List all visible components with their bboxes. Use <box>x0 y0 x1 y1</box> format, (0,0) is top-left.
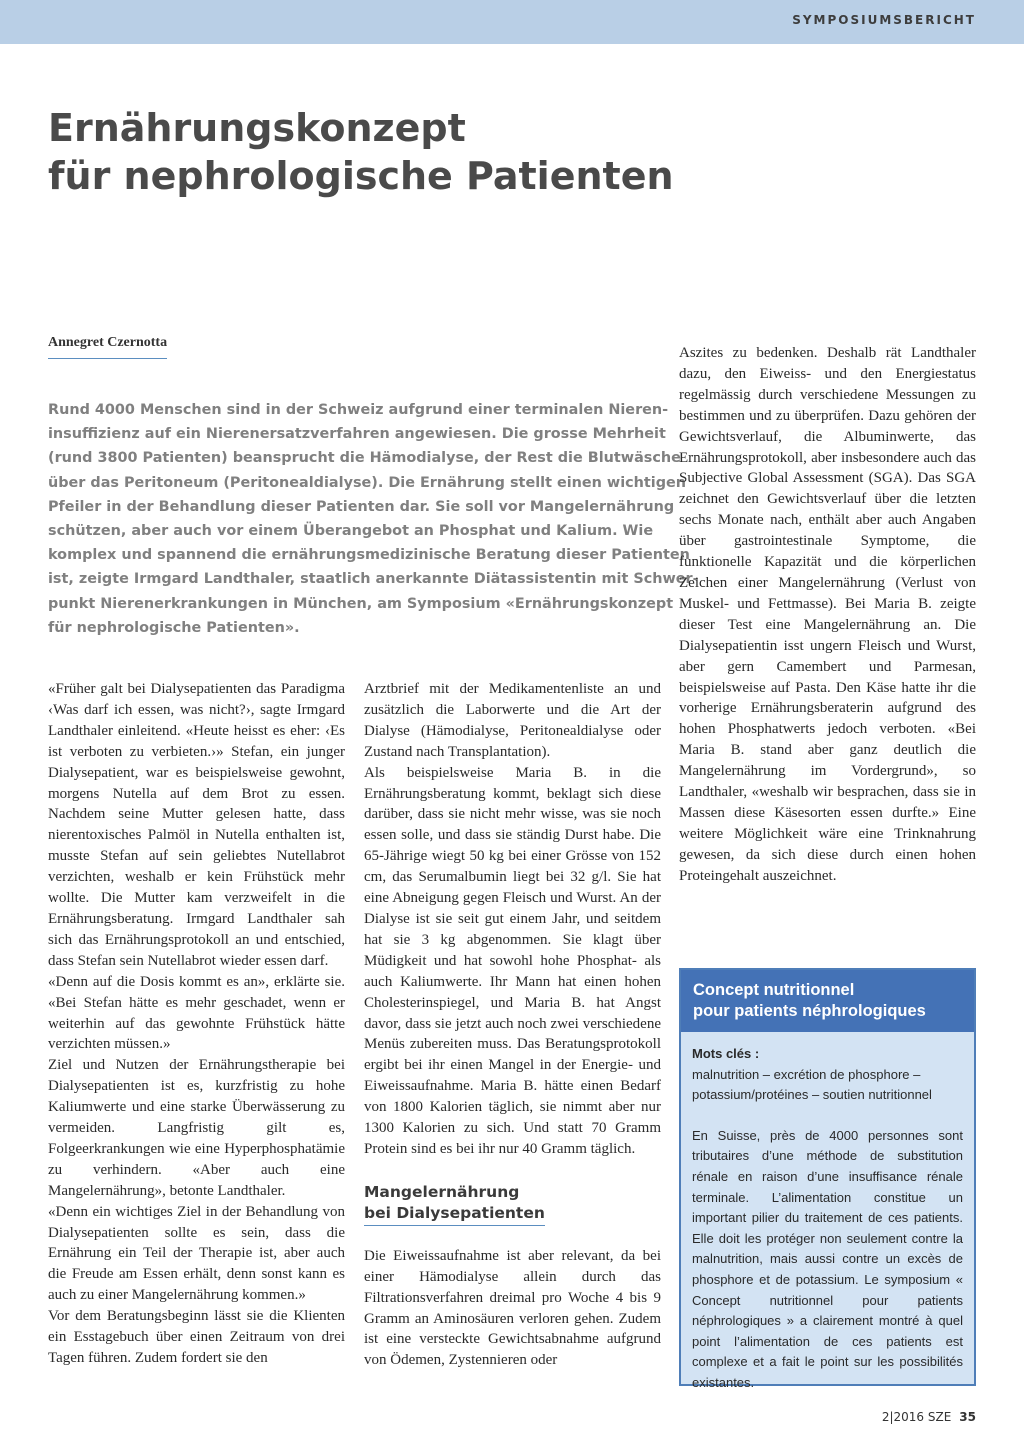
subheading-line-2: bei Dialysepatienten <box>364 1203 545 1222</box>
article-title <box>48 104 948 200</box>
lead-line: für nephrologische Patienten». <box>48 619 300 636</box>
lead-line: insuffizienz auf ein Nierenersatzverfahren angewiesen. Die grosse Mehrheit <box>48 426 666 443</box>
title-line-2: für nephrologische Patienten <box>48 154 674 198</box>
lead-line: Rund 4000 Menschen sind in der Schweiz aufgrund einer terminalen Nieren- <box>48 402 669 418</box>
section-subheading <box>364 1182 545 1226</box>
body-paragraph: «Denn auf die Dosis kommt es an», erklärte sie. «Bei Stefan hätte es mehr geschadet, wenn er weiterhin auf das gewohnte Frühstück hätte verzichten müssen.» <box>48 973 345 1053</box>
body-column-2 <box>364 679 661 1371</box>
lead-line: ist, zeigte Irmgard Landthaler, staatlich anerkannte Diätassistentin mit Schwer- <box>48 571 699 588</box>
summary-box-title <box>681 970 974 1032</box>
keywords-text: malnutrition – excrétion de phosphore – potassium/protéines – soutien nutritionnel <box>692 1066 932 1103</box>
lead-line: schützen, aber auch vor einem Überangebot an Phosphat und Kalium. Wie <box>48 523 654 540</box>
title-line-1: Ernährungskonzept <box>48 106 466 150</box>
body-paragraph: «Früher galt bei Dialysepatienten das Paradigma ‹Was darf ich essen, was nicht?›, sagte Irmgard Landthaler einleitend. «Heute heisst es eher: ‹Es ist verboten zu verbieten.›» Stefan, ein junger Dialysepatient, war es beispielsweise gewohnt, morgens Nutella auf dem Brot zu essen. Nachdem seine Mutter gelesen hatte, dass nierentoxisches Palmöl in Nutella enthalten ist, musste Stefan auf sein geliebtes Nutellabrot verzichten, weshalb er kein Frühstück mehr wollte. Die Mutter kam verzweifelt in die Ernährungsberatung. Irmgard Landthaler sah sich das Ernährungsprotokoll an und entschied, dass Stefan sein Nutellabrot wieder essen darf. <box>48 681 345 969</box>
page-number: 35 <box>959 1410 976 1424</box>
summary-title-line-1: Concept nutritionnel <box>693 981 855 999</box>
body-paragraph: Als beispielsweise Maria B. in die Ernährungsberatung kommt, beklagt sich diese darüber, dass sie nicht mehr wisse, was sie noch essen solle, und dass sie ständig Durst habe. Die 65-Jährige wiegt 50 kg bei einer Grösse von 152 cm, das Serumalbumin liegt bei 32 g/l. Sie hat eine Abneigung gegen Fleisch und Wurst. An der Dialyse ist sie seit gut einem Jahr, und seitdem hat sie 3 kg abgenommen. Sie klagt über Müdigkeit und hat sowohl hohe Phosphat- als auch Kaliumwerte. Ihr Mann hat einen hohen Cholesterinspiegel, und Maria B. hat Angst davor, dass sie jetzt auch noch zwei verschiedene Menüs zubereiten muss. Das Beratungsprotokoll ergibt bei ihr einen Mangel in der Energie- und Eiweissaufnahme. Maria B. hätte einen Bedarf von 1800 Kalorien täglich, sie nimmt aber nur 1300 Kalorien zu sich. Und statt 70 Gramm Protein sind es bei ihr nur 40 Gramm täglich. <box>364 764 661 1157</box>
lead-line: (rund 3800 Patienten) beansprucht die Hämodialyse, der Rest die Blutwäsche <box>48 450 681 467</box>
author-name: Annegret Czernotta <box>48 335 167 359</box>
lead-line: Pfeiler in der Behandlung dieser Patienten dar. Sie soll vor Mangelernährung <box>48 498 675 515</box>
lead-paragraph <box>48 398 699 640</box>
body-column-3 <box>679 343 976 887</box>
page-footer <box>882 1410 976 1424</box>
summary-text: En Suisse, près de 4000 personnes sont tributaires d’une méthode de substitution rénale en raison d’une insuffisance rénale terminale. L’alimentation constitue un important pilier du traitement de ces patients. Elle doit les protéger non seulement contre la malnutrition, mais aussi contre un excès de phosphore et de potassium. Le symposium « Concept nutritionnel pour patients néphrologiques » a clairement montré à quel point l’alimentation de ces patients est complexe et a fait le point sur les possibilités existantes. <box>692 1127 963 1390</box>
body-paragraph: «Denn ein wichtiges Ziel in der Behandlung von Dialysepatienten sollte es sein, dass die Ernährung ein Teil der Therapie ist, aber auch die Freude am Essen erhält, denn sonst kann es auch zu einer Mangelernährung kommen.» <box>48 1203 345 1304</box>
body-paragraph: Arztbrief mit der Medikamentenliste an und zusätzlich die Laborwerte und die Art der Dialyse (Hämodialyse, Peritonealdialyse oder Zustand nach Transplantation). <box>364 681 661 760</box>
lead-line: über das Peritoneum (Peritonealdialyse). Die Ernährung stellt einen wichtigen <box>48 474 687 491</box>
body-paragraph: Vor dem Beratungsbeginn lässt sie die Klienten ein Esstagebuch über einen Zeitraum von drei Tagen führen. Zudem fordert sie den <box>48 1308 345 1366</box>
lead-line: komplex und spannend die ernährungsmedizinische Beratung dieser Patienten <box>48 547 690 564</box>
summary-title-line-2: pour patients néphrologiques <box>693 1002 926 1020</box>
french-summary-box <box>679 968 976 1390</box>
summary-box-body <box>681 1032 974 1394</box>
section-label: SYMPOSIUMSBERICHT <box>792 13 976 27</box>
body-paragraph: Aszites zu bedenken. Deshalb rät Landthaler dazu, den Eiweiss- und den Energiestatus regelmässig durch verschiedene Messungen zu bestimmen und zu überprüfen. Dazu gehören der Gewichtsverlauf, die Albuminwerte, das Ernährungsprotokoll, aber insbesondere auch das Subjective Global Assessment (SGA). Das SGA zeichnet den Gewichtsverlauf über die letzten sechs Monate nach, enthält aber auch Angaben über gastrointestinale Symptome, die funktionelle Kapazität und die körperlichen Zeichen einer Mangelernährung (Verlust von Muskel- und Fettmasse). Bei Maria B. zeigte dieser Test eine Mangelernährung an. Die Dialysepatientin isst ungern Fleisch und Wurst, aber gern Camembert und Parmesan, beispielsweise auf Pasta. Den Käse hatte ihr die vorherige Ernährungsberaterin aufgrund des hohen Phosphatwerts jedoch verboten. «Bei Maria B. stand aber ganz deutlich die Mangelernährung im Vordergrund», so Landthaler, «weshalb wir besprachen, dass sie in Massen diese Käsesorten essen durfte.» Eine weitere Möglichkeit wäre eine Trinknahrung gewesen, da sich diese durch einen hohen Proteingehalt auszeichnet. <box>679 345 976 884</box>
lead-line: punkt Nierenerkrankungen in München, am Symposium «Ernährungskonzept <box>48 595 674 612</box>
body-paragraph: Die Eiweissaufnahme ist aber relevant, da bei einer Hämodialyse allein durch das Filtrationsverfahren dreimal pro Woche 4 bis 9 Gramm an Aminosäuren verloren gehen. Zudem ist eine versteckte Gewichtsabnahme aufgrund von Ödemen, Zystennieren oder <box>364 1247 661 1369</box>
body-paragraph: Ziel und Nutzen der Ernährungstherapie bei Dialysepatienten ist es, kurzfristig zu hohe Kaliumwerte und eine starke Überwässerung zu vermeiden. Langfristig gilt es, Folgeerkrankungen wie eine Hyperphosphatämie zu verhindern. «Aber auch eine Mangelernährung», betonte Landthaler. <box>48 1057 345 1199</box>
body-column-1 <box>48 679 345 1369</box>
keywords-label: Mots clés : <box>692 1046 760 1061</box>
issue-label: 2|2016 SZE <box>881 1410 952 1424</box>
subheading-line-1: Mangelernährung <box>364 1182 520 1201</box>
